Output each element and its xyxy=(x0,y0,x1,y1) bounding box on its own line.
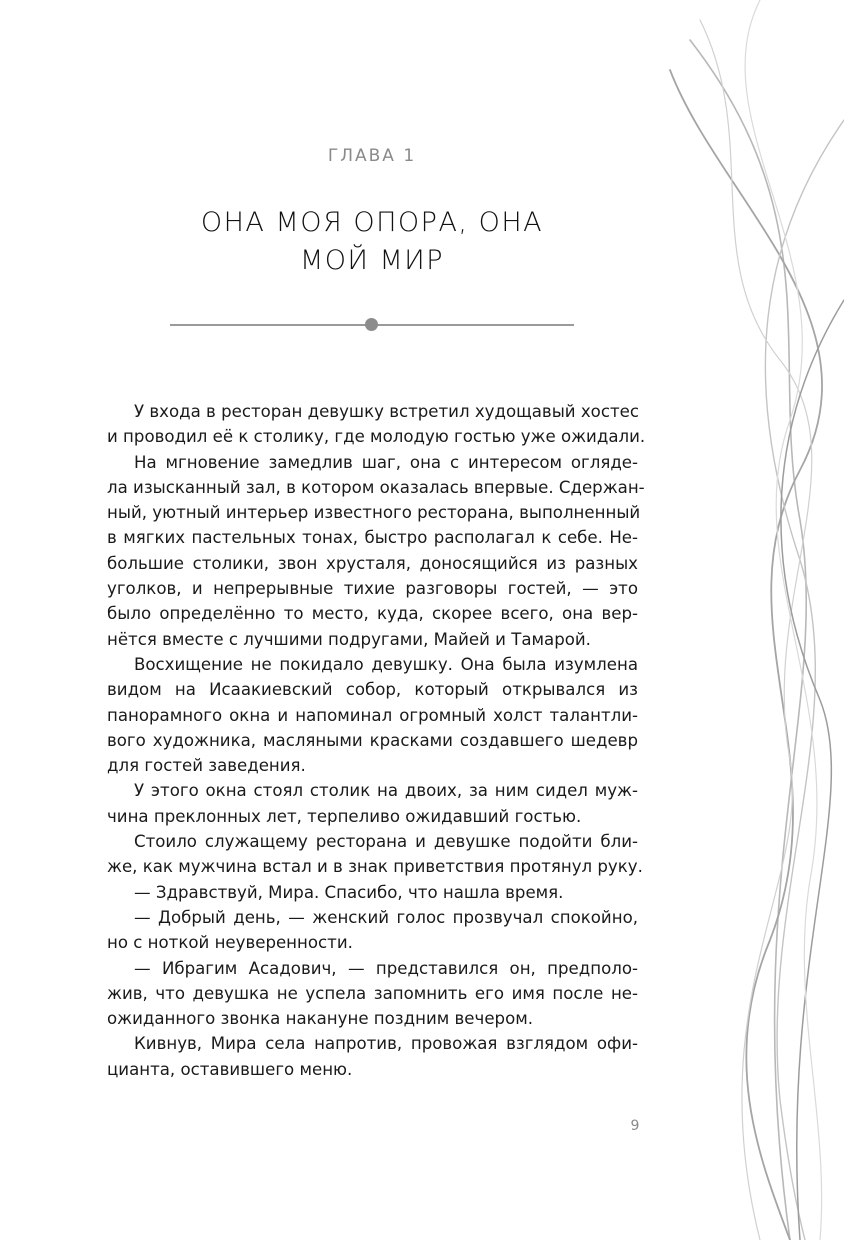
text-line: вого художника, масляными красками создавшего шедевр xyxy=(107,730,638,750)
text-line: было определённо то место, куда, скорее всего, она вер- xyxy=(107,604,638,624)
text-line: панорамного окна и напоминал огромный холст талантли- xyxy=(107,705,638,725)
text-line: У этого окна стоял столик на двоих, за ним сидел муж- xyxy=(134,781,638,801)
text-line: же, как мужчина встал и в знак приветствия протянул руку. xyxy=(107,857,643,877)
text-line: уголков, и непрерывные тихие разговоры гостей, — это xyxy=(107,579,638,599)
text-line: — Добрый день, — женский голос прозвучал спокойно, xyxy=(134,907,638,927)
text-line: чина преклонных лет, терпеливо ожидавший гостью. xyxy=(107,806,582,826)
wave-line xyxy=(700,20,812,1240)
text-line: и проводил её к столику, где молодую гостью уже ожидали. xyxy=(107,427,646,447)
wave-line xyxy=(745,0,822,1240)
divider-dot xyxy=(365,318,378,331)
text-line: — Здравствуй, Мира. Спасибо, что нашла время. xyxy=(134,882,564,902)
text-line: жив, что девушка не успела запомнить его имя после не- xyxy=(107,983,638,1003)
wave-line xyxy=(781,300,844,1240)
text-line: Восхищение не покидало девушку. Она была изумлена xyxy=(134,654,638,674)
wave-line xyxy=(690,40,806,1240)
text-line: ный, уютный интерьер известного ресторана, выполненный xyxy=(107,503,641,523)
text-line: но с ноткой неуверенности. xyxy=(107,933,353,953)
text-line: Кивнув, Мира села напротив, провожая взглядом офи- xyxy=(134,1034,638,1054)
text-line: большие столики, звон хрусталя, доносящийся из разных xyxy=(107,553,638,573)
text-line: — Ибрагим Асадович, — представился он, предполо- xyxy=(134,958,638,978)
text-line: ожиданного звонка накануне поздним вечером. xyxy=(107,1009,534,1029)
text-line: У входа в ресторан девушку встретил худощавый хостес xyxy=(134,402,639,421)
wave-line xyxy=(670,70,822,1240)
text-line: нётся вместе с лучшими подругами, Майей и Тамарой. xyxy=(107,629,591,649)
page-number: 9 xyxy=(630,1118,640,1134)
body-text xyxy=(107,399,646,1082)
text-line: цианта, оставившего меню. xyxy=(107,1059,353,1079)
text-line: в мягких пастельных тонах, быстро располагал к себе. Не- xyxy=(107,528,638,548)
chapter-label: ГЛАВА 1 xyxy=(327,146,417,166)
wave-line xyxy=(765,120,844,1240)
chapter-title-line: МОЙ МИР xyxy=(300,245,444,276)
text-line: видом на Исаакиевский собор, который открывался из xyxy=(107,680,638,700)
text-line: ла изысканный зал, в котором оказалась впервые. Сдержан- xyxy=(107,477,645,497)
text-line: для гостей заведения. xyxy=(107,756,306,776)
text-line: Стоило служащему ресторана и девушке подойти бли- xyxy=(134,832,638,852)
text-line: На мгновение замедлив шаг, она с интересом огляде- xyxy=(134,452,638,472)
chapter-title xyxy=(150,204,594,280)
chapter-title-line: ОНА МОЯ ОПОРА, ОНА xyxy=(200,207,544,238)
